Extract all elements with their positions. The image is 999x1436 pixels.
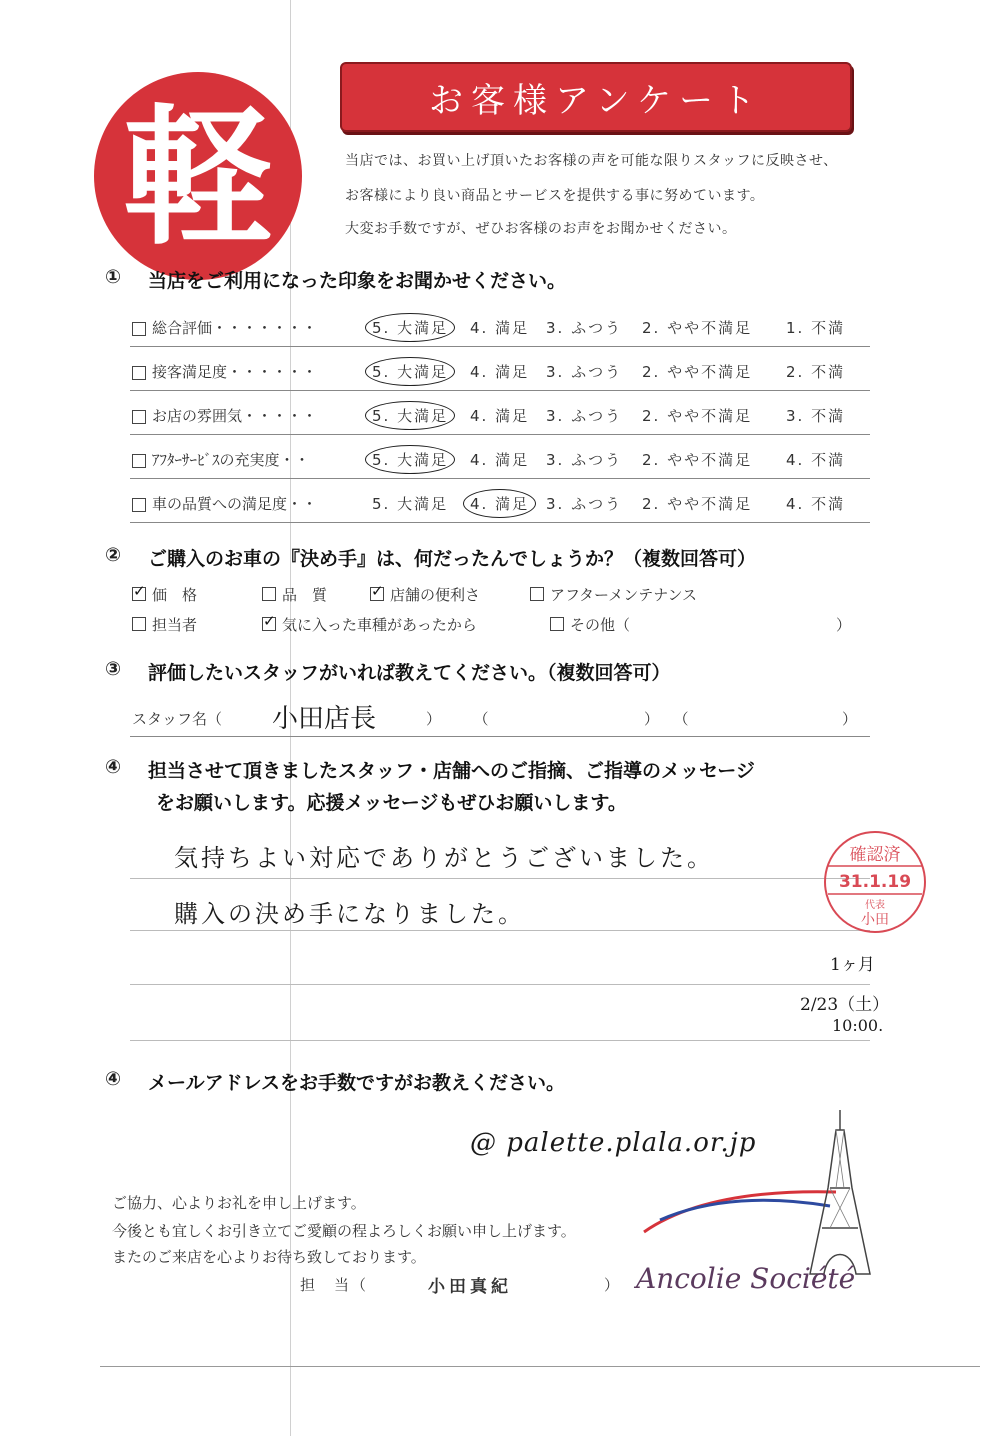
logo-char: 軽	[122, 92, 274, 266]
q4-title-2: をお願いします。応援メッセージもぜひお願いします。	[156, 792, 627, 814]
q2-option-convenience[interactable]: ✓ 店舗の便利さ	[370, 584, 480, 605]
stamp-role: 代表	[865, 900, 885, 911]
q5-number: ④	[105, 1068, 122, 1090]
message-text-2[interactable]: 購入の決め手になりました。	[174, 900, 525, 928]
footer-line-1: ご協力、心よりお礼を申し上げます。	[112, 1194, 366, 1212]
row-label: ｱﾌﾀｰｻｰﾋﾞｽの充実度・・	[152, 451, 310, 469]
q4-title-1: 担当させて頂きましたスタッフ・店舗へのご指摘、ご指導のメッセージ	[148, 760, 755, 782]
option-1[interactable]: 3. 不満	[786, 407, 846, 425]
checkbox[interactable]	[530, 587, 544, 601]
tantou-label: 担 当（	[300, 1276, 369, 1294]
option-4[interactable]: 4. 満足	[463, 489, 536, 518]
row-label: 総合評価・・・・・・・	[152, 319, 318, 337]
option-1[interactable]: 4. 不満	[786, 451, 846, 469]
staff-paren-2: ）（	[644, 710, 711, 728]
checkbox[interactable]	[370, 587, 384, 601]
q2-title: ご購入のお車の『決め手』は、何だったんでしょうか？（複数回答可）	[148, 548, 757, 570]
message-line	[130, 878, 870, 879]
option-1[interactable]: 4. 不満	[786, 495, 846, 513]
checkbox[interactable]	[550, 617, 564, 631]
option-3[interactable]: 3. ふつう	[546, 451, 623, 469]
staff-name-value[interactable]: 小田店長	[272, 704, 377, 734]
stamp-date: 31.1.19	[838, 872, 912, 892]
footer-line-2: 今後とも宜しくお引き立てご愛顧の程よろしくお願い申し上げます。	[112, 1222, 576, 1240]
option-3[interactable]: 3. ふつう	[546, 363, 623, 381]
q1-number: ①	[105, 266, 122, 288]
message-line	[130, 930, 870, 931]
tantou-name: 小田真紀	[428, 1277, 512, 1297]
checkbox[interactable]	[262, 617, 276, 631]
email-value[interactable]: @ palette.plala.or.jp	[470, 1128, 757, 1158]
rating-row-atmosphere	[130, 404, 870, 430]
intro-line-1: 当店では、お買い上げ頂いたお客様の声を可能な限りスタッフに反映させ、	[345, 153, 838, 169]
tantou-close: ）	[604, 1276, 620, 1294]
q2-number: ②	[105, 544, 122, 566]
checkbox[interactable]	[132, 617, 146, 631]
intro-line-2: お客様により良い商品とサービスを提供する事に努めています。	[345, 188, 765, 204]
option-3[interactable]: 3. ふつう	[546, 495, 623, 513]
staff-name-label: スタッフ名（	[132, 710, 223, 728]
note-3: 10:00.	[832, 1016, 884, 1035]
q2-option-price[interactable]: ✓価 格	[132, 584, 197, 605]
checkbox[interactable]	[262, 587, 276, 601]
option-2[interactable]: 2. やや不満足	[642, 451, 753, 469]
row-checkbox[interactable]	[132, 498, 146, 512]
q1-title: 当店をご利用になった印象をお聞かせください。	[148, 270, 567, 292]
option-1[interactable]: 1. 不満	[786, 319, 846, 337]
row-label: 車の品質への満足度・・	[152, 495, 318, 513]
row-checkbox[interactable]	[132, 454, 146, 468]
staff-paren-end: ）	[842, 710, 858, 728]
message-text-1[interactable]: 気持ちよい対応でありがとうございました。	[174, 844, 714, 872]
option-4[interactable]: 4. 満足	[470, 363, 530, 381]
intro-line-3: 大変お手数ですが、ぜひお客様のお声をお聞かせください。	[345, 221, 737, 237]
footer-line-3: またのご来店を心よりお待ち致しております。	[112, 1248, 426, 1266]
q2-option-quality[interactable]: 品 質	[262, 584, 327, 605]
option-5[interactable]: 5. 大満足	[365, 445, 455, 474]
option-5[interactable]: 5. 大満足	[365, 313, 455, 342]
stamp-top: 確認済	[849, 845, 901, 865]
row-checkbox[interactable]	[132, 322, 146, 336]
q2-option-staff[interactable]: 担当者	[132, 614, 197, 635]
option-5[interactable]: 5. 大満足	[372, 495, 449, 513]
q2-option-model[interactable]: ✓ 気に入った車種があったから	[262, 614, 477, 635]
store-logo	[92, 70, 304, 282]
q2-option-other[interactable]: その他（	[550, 614, 630, 635]
row-checkbox[interactable]	[132, 366, 146, 380]
message-line	[130, 1040, 870, 1041]
note-2: 2/23（土）	[800, 995, 890, 1015]
q2-other-close: ）	[836, 616, 852, 634]
brand-logo-text: Ancolie Société	[636, 1262, 856, 1295]
confirmation-stamp	[820, 828, 930, 936]
option-4[interactable]: 4. 満足	[470, 407, 530, 425]
option-4[interactable]: 4. 満足	[470, 319, 530, 337]
eiffel-tower-icon	[800, 1108, 880, 1278]
option-3[interactable]: 3. ふつう	[546, 319, 623, 337]
option-5[interactable]: 5. 大満足	[365, 357, 455, 386]
divider	[130, 522, 870, 523]
option-3[interactable]: 3. ふつう	[546, 407, 623, 425]
divider	[130, 346, 870, 347]
option-2[interactable]: 2. やや不満足	[642, 407, 753, 425]
message-line	[130, 984, 870, 985]
rating-row-service	[130, 360, 870, 386]
stamp-name: 小田	[861, 912, 889, 928]
rating-row-overall	[130, 316, 870, 342]
option-2[interactable]: 2. やや不満足	[642, 495, 753, 513]
row-label: 接客満足度・・・・・・	[152, 363, 318, 381]
row-checkbox[interactable]	[132, 410, 146, 424]
divider	[130, 390, 870, 391]
rating-row-aftercare	[130, 448, 870, 474]
option-5[interactable]: 5. 大満足	[365, 401, 455, 430]
q3-title: 評価したいスタッフがいれば教えてください。（複数回答可）	[148, 662, 671, 684]
option-4[interactable]: 4. 満足	[470, 451, 530, 469]
option-2[interactable]: 2. やや不満足	[642, 319, 753, 337]
q2-option-maintenance[interactable]: アフターメンテナンス	[530, 584, 697, 605]
checkbox[interactable]	[132, 587, 146, 601]
rating-row-quality	[130, 492, 870, 518]
divider	[130, 736, 870, 737]
page-title: お客様アンケート	[340, 62, 852, 132]
bottom-divider	[100, 1366, 980, 1367]
row-label: お店の雰囲気・・・・・	[152, 407, 318, 425]
option-2[interactable]: 2. やや不満足	[642, 363, 753, 381]
divider	[130, 478, 870, 479]
q3-number: ③	[105, 658, 122, 680]
staff-paren-1: ）（	[426, 710, 529, 728]
q4-number: ④	[105, 756, 122, 778]
note-1: 1ヶ月	[830, 955, 875, 975]
divider	[130, 434, 870, 435]
option-1[interactable]: 2. 不満	[786, 363, 846, 381]
q5-title: メールアドレスをお手数ですがお教えください。	[148, 1072, 566, 1094]
